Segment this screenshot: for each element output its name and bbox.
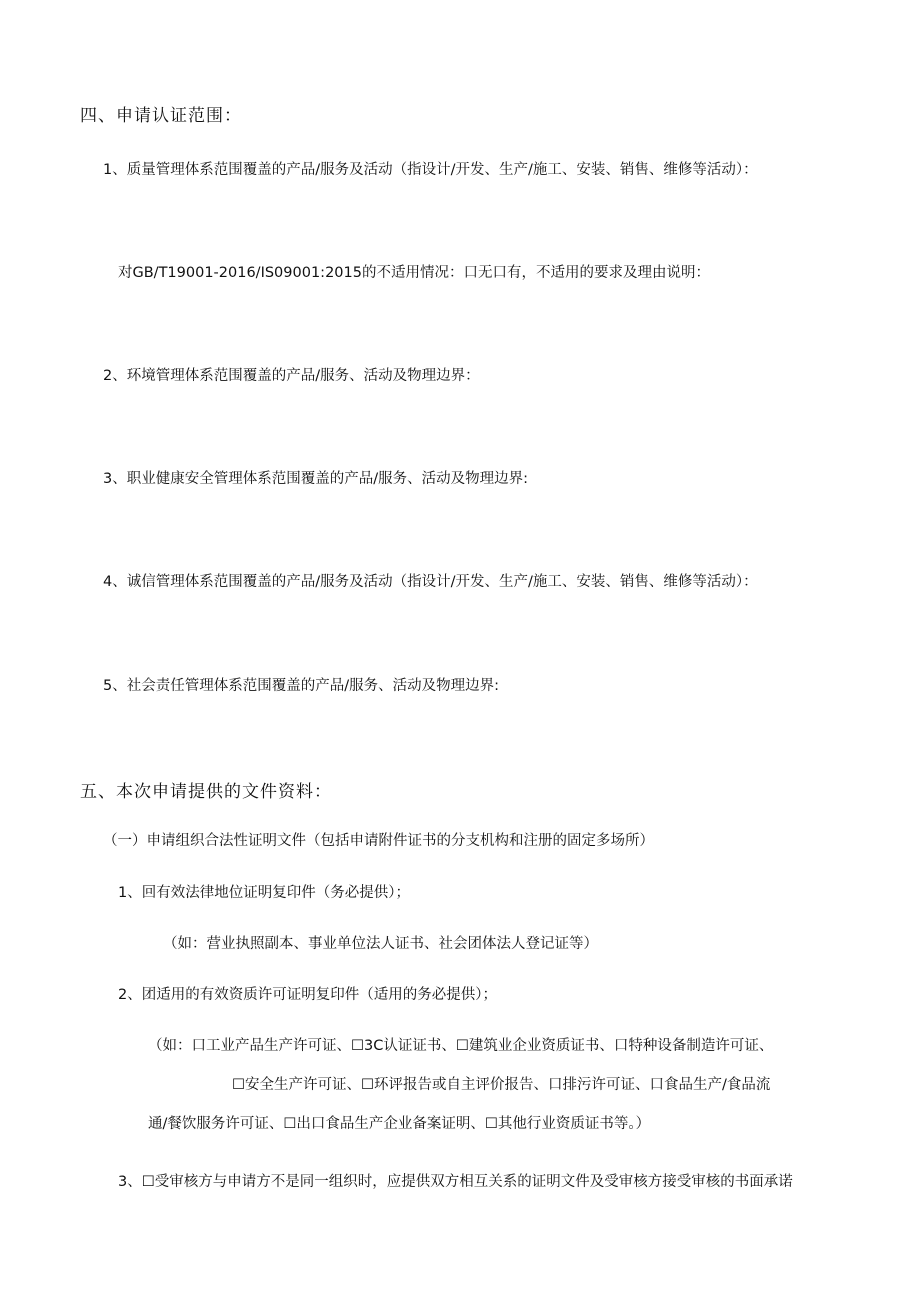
section-5-item-2-note-line-2: ☐安全生产许可证、☐环评报告或自主评价报告、口排污许可证、口食品生产/食品流: [232, 1077, 771, 1093]
section-5-item-1-note: （如：营业执照副本、事业单位法人证书、社会团体法人登记证等）: [163, 936, 598, 952]
section-5-item-2-note-line-3: 通/餐饮服务许可证、☐出口食品生产企业备案证明、☐其他行业资质证书等。）: [148, 1116, 651, 1132]
section-4-item-5: 5、社会责任管理体系范围覆盖的产品/服务、活动及物理边界:: [103, 678, 499, 694]
section-4-item-3: 3、职业健康安全管理体系范围覆盖的产品/服务、活动及物理边界:: [103, 471, 528, 487]
section-4-item-1: 1、质量管理体系范围覆盖的产品/服务及活动（指设计/开发、生产/施工、安装、销售、维修等活动）：: [103, 162, 758, 178]
section-5-subsection-1: （一）申请组织合法性证明文件（包括申请附件证书的分支机构和注册的固定多场所）: [103, 833, 654, 849]
section-5-item-1: 1、回有效法律地位证明复印件（务必提供）；: [118, 885, 410, 901]
section-5-item-3: 3、☐受审核方与申请方不是同一组织时，应提供双方相互关系的证明文件及受审核方接受审核的书面承诺: [118, 1174, 793, 1190]
section-4-item-2: 2、环境管理体系范围覆盖的产品/服务、活动及物理边界：: [103, 368, 480, 384]
section-4-item-4: 4、诚信管理体系范围覆盖的产品/服务及活动（指设计/开发、生产/施工、安装、销售、维修等活动）：: [103, 574, 758, 590]
section-4-item-1-note: 对GB/T19001-2016/IS09001:2015的不适用情况：口无口有，不适用的要求及理由说明：: [118, 265, 710, 281]
section-5-item-2: 2、团适用的有效资质许可证明复印件（适用的务必提供）；: [118, 987, 497, 1003]
section-4-heading: 四、申请认证范围：: [80, 106, 242, 126]
section-5-item-2-note-line-1: （如：口工业产品生产许可证、☐3C认证证书、☐建筑业企业资质证书、口特种设备制造许可证、: [148, 1038, 774, 1054]
section-5-heading: 五、本次申请提供的文件资料：: [80, 782, 332, 802]
